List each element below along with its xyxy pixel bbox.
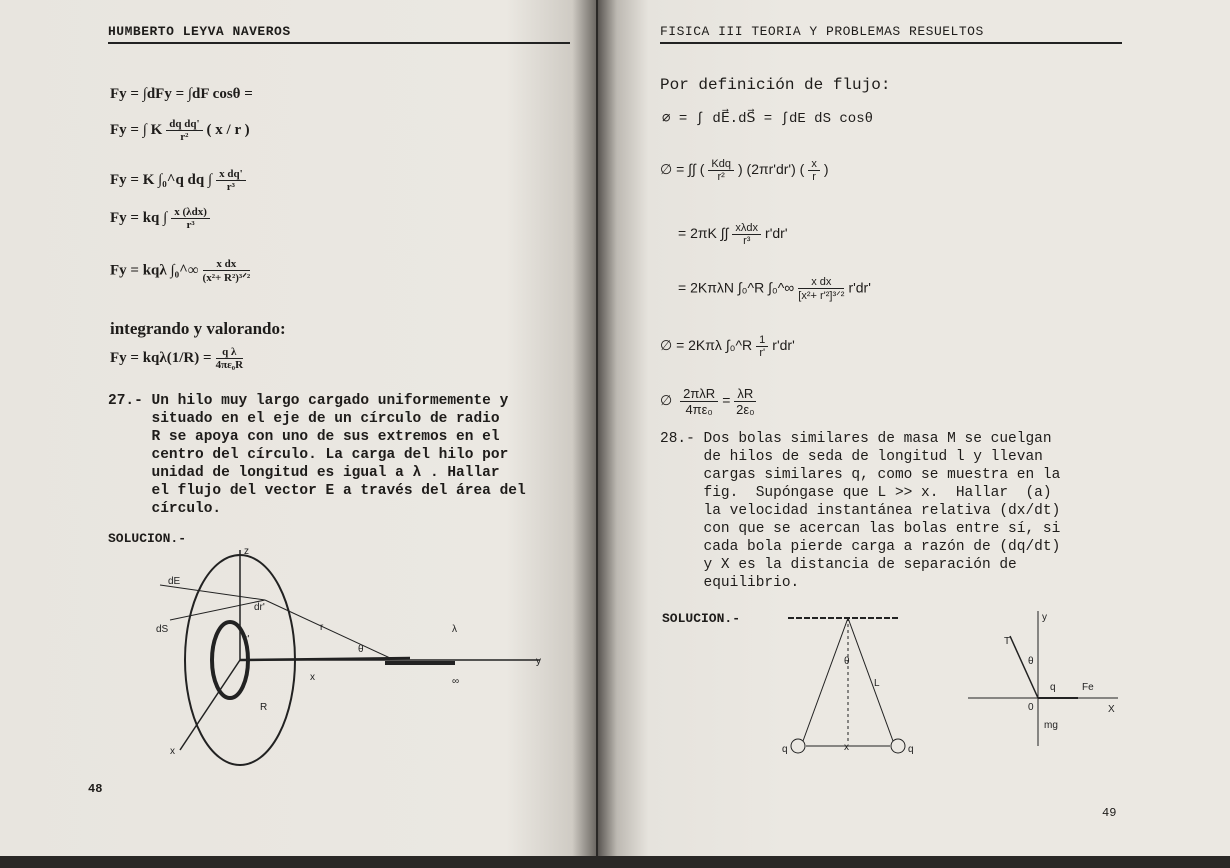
- right-header: FISICA III TEORIA Y PROBLEMAS RESUELTOS: [660, 24, 1122, 44]
- left-page: [0, 0, 596, 856]
- eq-text: Fy = kq ∫: [110, 209, 168, 226]
- numerator: λR: [734, 386, 756, 402]
- q-label: q: [1050, 682, 1056, 693]
- numerator: xλdx: [732, 222, 761, 235]
- x-distance-label: x: [310, 672, 315, 683]
- T-label: T: [1004, 636, 1011, 647]
- y-axis-label: y: [536, 656, 541, 667]
- eq-text: Fy = kqλ ∫₀^∞: [110, 262, 199, 279]
- right-page: [598, 0, 1230, 856]
- theta-label: θ: [358, 644, 364, 655]
- eq-text: Fy = K ∫₀^q dq ∫: [110, 171, 213, 188]
- flux-eq-4: [678, 276, 871, 302]
- z-axis-label: z: [244, 546, 249, 557]
- flux-eq-1: ∅ = ∫ dE⃗.dS⃗ = ∫dE dS cosθ: [662, 111, 873, 127]
- q-right-label: q: [908, 744, 914, 755]
- eq-text: = 2πK ∫∫: [678, 225, 729, 242]
- result-equation: [110, 346, 247, 371]
- fraction: [216, 168, 246, 193]
- denominator: r: [812, 171, 816, 183]
- r-label: r: [320, 622, 324, 633]
- left-header: HUMBERTO LEYVA NAVEROS: [108, 24, 570, 44]
- numerator: x dq': [216, 168, 246, 181]
- flux-eq-2: ∅ = ∫∫ ( $\frac{\text{Kdq}}{\text{r²}}$ ) (2πr'dr') ( $\frac{x}{r}$ ): [660, 158, 829, 183]
- R-label: R: [260, 702, 268, 713]
- denominator: r': [759, 347, 766, 359]
- x-label: x: [844, 742, 849, 753]
- fraction: [756, 334, 768, 359]
- numerator: x dx: [798, 276, 844, 289]
- numerator: 1: [756, 334, 768, 347]
- eq-text: =: [722, 392, 731, 409]
- flux-eq-3: [678, 222, 788, 247]
- eq-text: r'dr': [765, 225, 788, 242]
- fraction: [798, 276, 844, 302]
- numerator: 2πλR: [680, 386, 718, 402]
- equation-3: [110, 168, 250, 193]
- fraction: [166, 118, 202, 143]
- page-number-right: 49: [1102, 806, 1117, 820]
- eq-text: Fy = ∫ K: [110, 121, 163, 138]
- eq-text: ∅ = ∫∫: [660, 161, 696, 178]
- flux-diagram: [140, 540, 560, 770]
- numerator: x (λdx): [171, 206, 210, 219]
- flux-definition-label: Por definición de flujo:: [660, 76, 891, 94]
- numerator: x: [808, 158, 820, 171]
- dr-label: dr': [254, 602, 265, 613]
- y-axis-label: y: [1042, 612, 1047, 623]
- integrating-label: integrando y valorando:: [110, 319, 286, 338]
- eq-text: ∅ = 2Kπλ ∫₀^R: [660, 337, 753, 354]
- L-label: L: [874, 678, 880, 689]
- fraction: [216, 346, 243, 371]
- denominator: r²: [180, 131, 189, 143]
- flux-eq-5: [660, 334, 795, 359]
- fraction: [734, 386, 756, 417]
- fraction: [203, 258, 251, 284]
- denominator: r²: [717, 171, 725, 183]
- eq-text: r'dr': [848, 279, 871, 296]
- numerator: dq dq': [166, 118, 202, 131]
- origin-label: 0: [1028, 702, 1034, 713]
- eq-text: ( x / r ): [206, 121, 250, 138]
- equation-5: [110, 258, 254, 284]
- denominator: r³: [226, 181, 235, 193]
- fraction: [171, 206, 210, 231]
- rprime-label: r': [244, 634, 250, 645]
- solution-label: SOLUCION.-: [662, 611, 741, 626]
- mg-label: mg: [1044, 720, 1058, 731]
- denominator: 2ε₀: [736, 402, 755, 417]
- lambda-label: λ: [452, 624, 457, 635]
- solution-label: SOLUCION.-: [108, 531, 187, 546]
- theta2-label: θ: [1028, 656, 1034, 667]
- dE-label: dE: [168, 576, 181, 587]
- x-axis-label: x: [170, 746, 175, 757]
- dS-label: dS: [156, 624, 169, 635]
- numerator: Kdq: [708, 158, 734, 171]
- denominator: 4πε₀R: [215, 359, 244, 371]
- denominator: r³: [743, 235, 751, 247]
- fraction: [732, 222, 761, 247]
- x-axis-label: X: [1108, 704, 1115, 715]
- fraction: [808, 158, 820, 183]
- fraction: [680, 386, 718, 417]
- pendulum-diagram: [778, 606, 1128, 766]
- page-number-left: 48: [88, 782, 103, 796]
- Fe-label: Fe: [1082, 682, 1094, 693]
- eq-text: (2πr'dr'): [746, 161, 796, 178]
- eq-text: = 2KπλN ∫₀^R ∫₀^∞: [678, 279, 795, 296]
- numerator: x dx: [203, 258, 251, 271]
- problem-28: 28.- Dos bolas similares de masa M se cuelgan de hilos de seda de longitud l y llevan cargas similares q, como se muestra en la fig. Supóngase que L >> x. Hallar (a) la velocidad instantánea relativa (dx/dt) con que se acercan las bolas entre sí, si cada bola pierde carga a razón de (dq/dt) y X es la distancia de separación de equilibrio.: [660, 431, 1061, 591]
- denominator: r³: [186, 219, 195, 231]
- eq-text: Fy = kqλ(1/R) =: [110, 349, 212, 366]
- denominator: [x²+ r'²]³ᐟ²: [798, 290, 845, 302]
- infinity-label: ∞: [452, 676, 460, 687]
- numerator: q λ: [216, 346, 243, 359]
- denominator: (x²+ R²)³ᐟ²: [202, 272, 251, 284]
- eq-text: r'dr': [772, 337, 795, 354]
- flux-eq-6: [660, 386, 760, 417]
- q-left-label: q: [782, 744, 788, 755]
- fraction: [708, 158, 734, 183]
- eq-text: ∅: [660, 392, 673, 409]
- denominator: 4πε₀: [685, 402, 713, 417]
- theta-label: θ: [844, 656, 850, 667]
- equation-1: Fy = ∫dFy = ∫dF cosθ =: [110, 86, 253, 102]
- problem-27: 27.- Un hilo muy largo cargado uniformemente y situado en el eje de un círculo de radio R se apoya con uno de sus extremos en el centro del círculo. La carga del hilo por unidad de longitud es igual a λ . Hallar el flujo del vector E a través del área del círculo.: [108, 393, 526, 517]
- equation-2: [110, 118, 250, 143]
- equation-4: [110, 206, 214, 231]
